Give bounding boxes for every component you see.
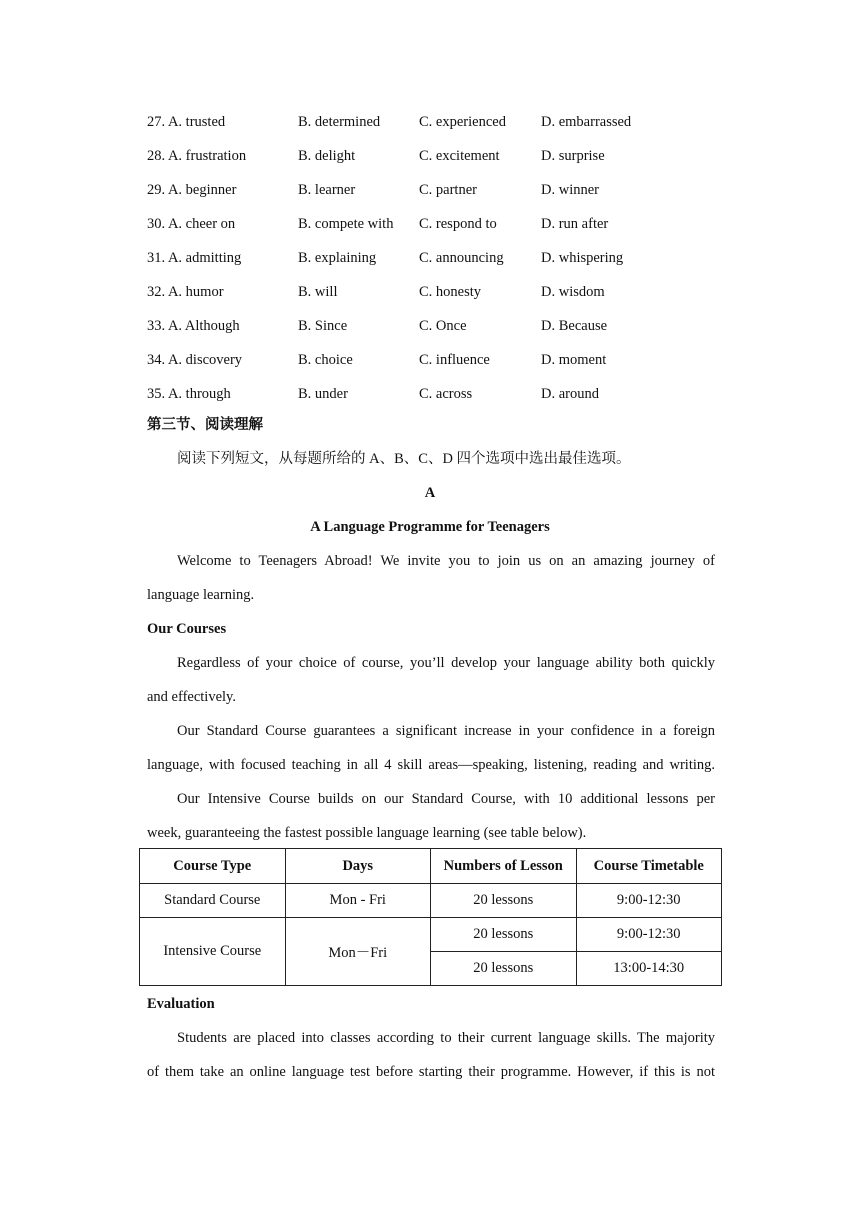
- option-a: [147, 112, 225, 132]
- option-b: B. under: [298, 386, 348, 402]
- section-instruction: 阅读下列短文，从每题所给的 A、B、C、D 四个选项中选出最佳选项。: [177, 451, 631, 467]
- option-c: C. across: [419, 386, 473, 402]
- option-d: D. winner: [541, 182, 599, 198]
- courses-para2-line-2: language, with focused teaching in all 4 skill areas—speaking, listening, reading and writing.: [147, 757, 715, 773]
- option-c: C. excitement: [419, 148, 500, 164]
- table-header-cell: Numbers of Lesson: [431, 849, 577, 884]
- option-b: B. will: [298, 284, 338, 300]
- table-row: [140, 884, 722, 918]
- option-a: [147, 316, 240, 336]
- option-a-text: A. cheer on: [167, 216, 236, 232]
- question-number: 33.: [147, 318, 166, 334]
- option-d: D. surprise: [541, 148, 605, 164]
- question-number: 27.: [147, 114, 166, 130]
- option-c: C. announcing: [419, 250, 504, 266]
- table-header-cell: Course Type: [140, 849, 286, 884]
- courses-para1-line-2: and effectively.: [147, 689, 236, 705]
- table-cell: Standard Course: [140, 884, 286, 918]
- courses-para2-line-1: Our Standard Course guarantees a significant increase in your confidence in a foreign: [177, 723, 715, 739]
- table-cell: 9:00-12:30: [576, 918, 722, 952]
- option-a-text: A. through: [167, 386, 231, 402]
- option-a: [147, 350, 242, 370]
- option-c: C. respond to: [419, 216, 497, 232]
- table-cell: Mon - Fri: [285, 884, 431, 918]
- passage-letter: A: [424, 485, 436, 501]
- courses-heading: Our Courses: [147, 621, 227, 637]
- option-a: [147, 214, 235, 234]
- intro-line-2: language learning.: [147, 587, 255, 603]
- option-b: B. learner: [298, 182, 356, 198]
- option-c: C. experienced: [419, 114, 506, 130]
- option-d: D. around: [541, 386, 599, 402]
- evaluation-line-1: Students are placed into classes according to their current language skills. The majority: [177, 1030, 715, 1046]
- option-b: B. determined: [298, 114, 381, 130]
- table-cell: Intensive Course: [140, 918, 286, 986]
- question-number: 32.: [147, 284, 166, 300]
- option-a: [147, 180, 236, 200]
- option-b: B. delight: [298, 148, 356, 164]
- option-d: D. run after: [541, 216, 609, 232]
- option-a-text: A. admitting: [167, 250, 242, 266]
- option-a-text: A. Although: [167, 318, 240, 334]
- option-d: D. Because: [541, 318, 608, 334]
- option-c: C. partner: [419, 182, 477, 198]
- question-number: 35.: [147, 386, 166, 402]
- course-table: [139, 848, 722, 986]
- option-d: D. whispering: [541, 250, 624, 266]
- option-a-text: A. humor: [167, 284, 224, 300]
- option-b: B. explaining: [298, 250, 377, 266]
- table-header-cell: Course Timetable: [576, 849, 722, 884]
- table-cell: 20 lessons: [431, 918, 577, 952]
- option-a: [147, 146, 246, 166]
- option-a: [147, 248, 241, 268]
- option-a-text: A. discovery: [167, 352, 243, 368]
- table-header-row: [140, 849, 722, 884]
- question-number: 30.: [147, 216, 166, 232]
- section-heading: 第三节、阅读理解: [147, 417, 263, 433]
- option-a: [147, 282, 224, 302]
- table-row: [140, 918, 722, 952]
- table-header-cell: Days: [285, 849, 431, 884]
- option-c: C. honesty: [419, 284, 482, 300]
- option-c: C. Once: [419, 318, 467, 334]
- intro-line-1: Welcome to Teenagers Abroad! We invite you to join us on an amazing journey of: [177, 553, 715, 569]
- question-number: 28.: [147, 148, 166, 164]
- evaluation-heading: Evaluation: [147, 996, 215, 1012]
- courses-para3-line-1: Our Intensive Course builds on our Standard Course, with 10 additional lessons per: [177, 791, 715, 807]
- table-cell: 20 lessons: [431, 884, 577, 918]
- option-d: D. wisdom: [541, 284, 605, 300]
- question-number: 29.: [147, 182, 166, 198]
- table-cell: Mon－Fri: [285, 918, 431, 986]
- option-a-text: A. beginner: [167, 182, 237, 198]
- option-a: [147, 384, 231, 404]
- question-number: 34.: [147, 352, 166, 368]
- option-b: B. choice: [298, 352, 353, 368]
- option-b: B. compete with: [298, 216, 394, 232]
- table-cell: 20 lessons: [431, 952, 577, 986]
- question-number: 31.: [147, 250, 166, 266]
- option-a-text: A. frustration: [167, 148, 247, 164]
- option-d: D. moment: [541, 352, 607, 368]
- table-cell: 9:00-12:30: [576, 884, 722, 918]
- courses-para1-line-1: Regardless of your choice of course, you’ll develop your language ability both quickly: [177, 655, 715, 671]
- option-d: D. embarrassed: [541, 114, 632, 130]
- option-a-text: A. trusted: [167, 114, 226, 130]
- evaluation-line-2: of them take an online language test before starting their programme. However, if this is not: [147, 1064, 715, 1080]
- table-cell: 13:00-14:30: [576, 952, 722, 986]
- courses-para3-line-2: week, guaranteeing the fastest possible language learning (see table below).: [147, 825, 587, 841]
- option-c: C. influence: [419, 352, 490, 368]
- option-b: B. Since: [298, 318, 348, 334]
- passage-title: A Language Programme for Teenagers: [310, 519, 550, 535]
